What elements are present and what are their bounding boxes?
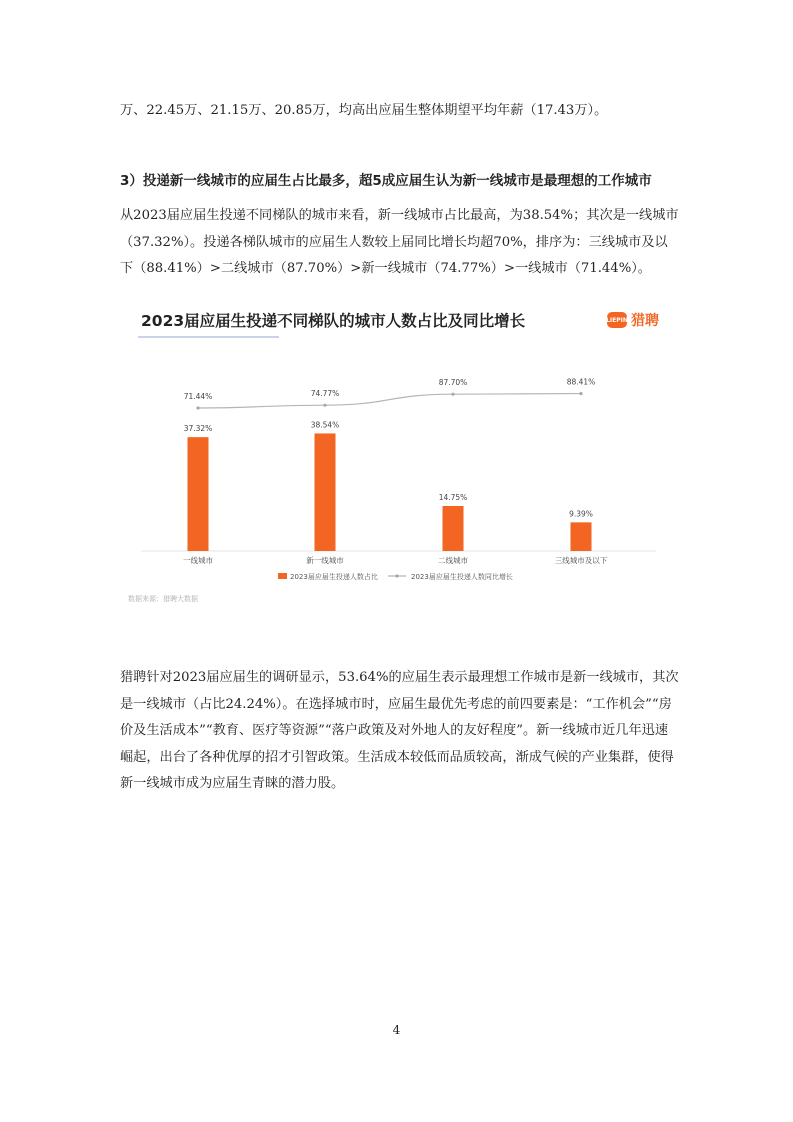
line-point [579,392,582,395]
body-paragraph-city-tiers: 从2023届应届生投递不同梯队的城市来看，新一线城市占比最高，为38.54%；其次是一线城市（37.32%）。投递各梯队城市的应届生人数较上届同比增长均超70%，排序为：三线城市及以下（88.41%）>二线城市（87.70%）>新一线城市（74.77%）>一线城市（71.44%）。 [120,208,679,276]
line-point [196,406,199,409]
page-number: 4 [392,1023,401,1037]
line-data-label: 87.70% [438,378,468,388]
intro-paragraph: 万、22.45万、21.15万、20.85万，均高出应届生整体期望平均年薪（17.43万）。 [120,103,608,118]
section-heading: 3）投递新一线城市的应届生占比最多，超5成应届生认为新一线城市是最理想的工作城市 [120,173,652,189]
liepin-logo-text: 猎聘 [631,313,659,329]
bar [188,437,209,551]
chart-plot [121,296,681,614]
x-tick-label: 新一线城市 [306,556,344,565]
chart-title: 2023届应届生投递不同梯队的城市人数占比及同比增长 [141,312,526,330]
line-point [323,404,326,407]
x-tick-label: 二线城市 [438,556,468,565]
legend-label-line: 2023届应届生投递人数同比增长 [411,573,513,581]
line-data-label: 71.44% [183,392,213,401]
bar [315,433,336,551]
legend-marker-line [395,574,398,577]
legend-swatch-bar [278,573,287,579]
line-data-label: 74.77% [310,389,340,399]
bar [443,506,464,551]
bar-data-label: 14.75% [438,493,468,503]
legend-label-bar: 2023届应届生投递人数占比 [290,573,378,581]
liepin-logo-icon: LIEPIN [607,312,627,328]
chart-source: 数据来源：猎聘大数据 [128,595,198,603]
line-point [451,393,454,396]
bar-data-label: 37.32% [183,424,213,434]
x-tick-label: 一线城市 [183,556,213,565]
series-line-growth [198,394,581,408]
bar-data-label: 38.54% [310,420,340,430]
bar-data-label: 9.39% [569,509,593,519]
x-tick-label: 三线城市及以下 [554,556,608,565]
chart-figure [121,296,681,614]
body-paragraph-survey: 猎聘针对2023届应届生的调研显示，53.64%的应届生表示最理想工作城市是新一线城市，其次是一线城市（占比24.24%）。在选择城市时，应届生最优先考虑的前四要素是：“工作机会”“房价及生活成本”“教育、医疗等资源”“落户政策及对外地人的友好程度”。新一线城市近几年迅速崛起，出台了各种优厚的招才引智政策。生活成本较低而品质较高，渐成气候的产业集群，使得新一线城市成为应届生青睐的潜力股。 [120,670,679,791]
line-data-label: 88.41% [566,377,596,387]
bar [571,522,592,551]
